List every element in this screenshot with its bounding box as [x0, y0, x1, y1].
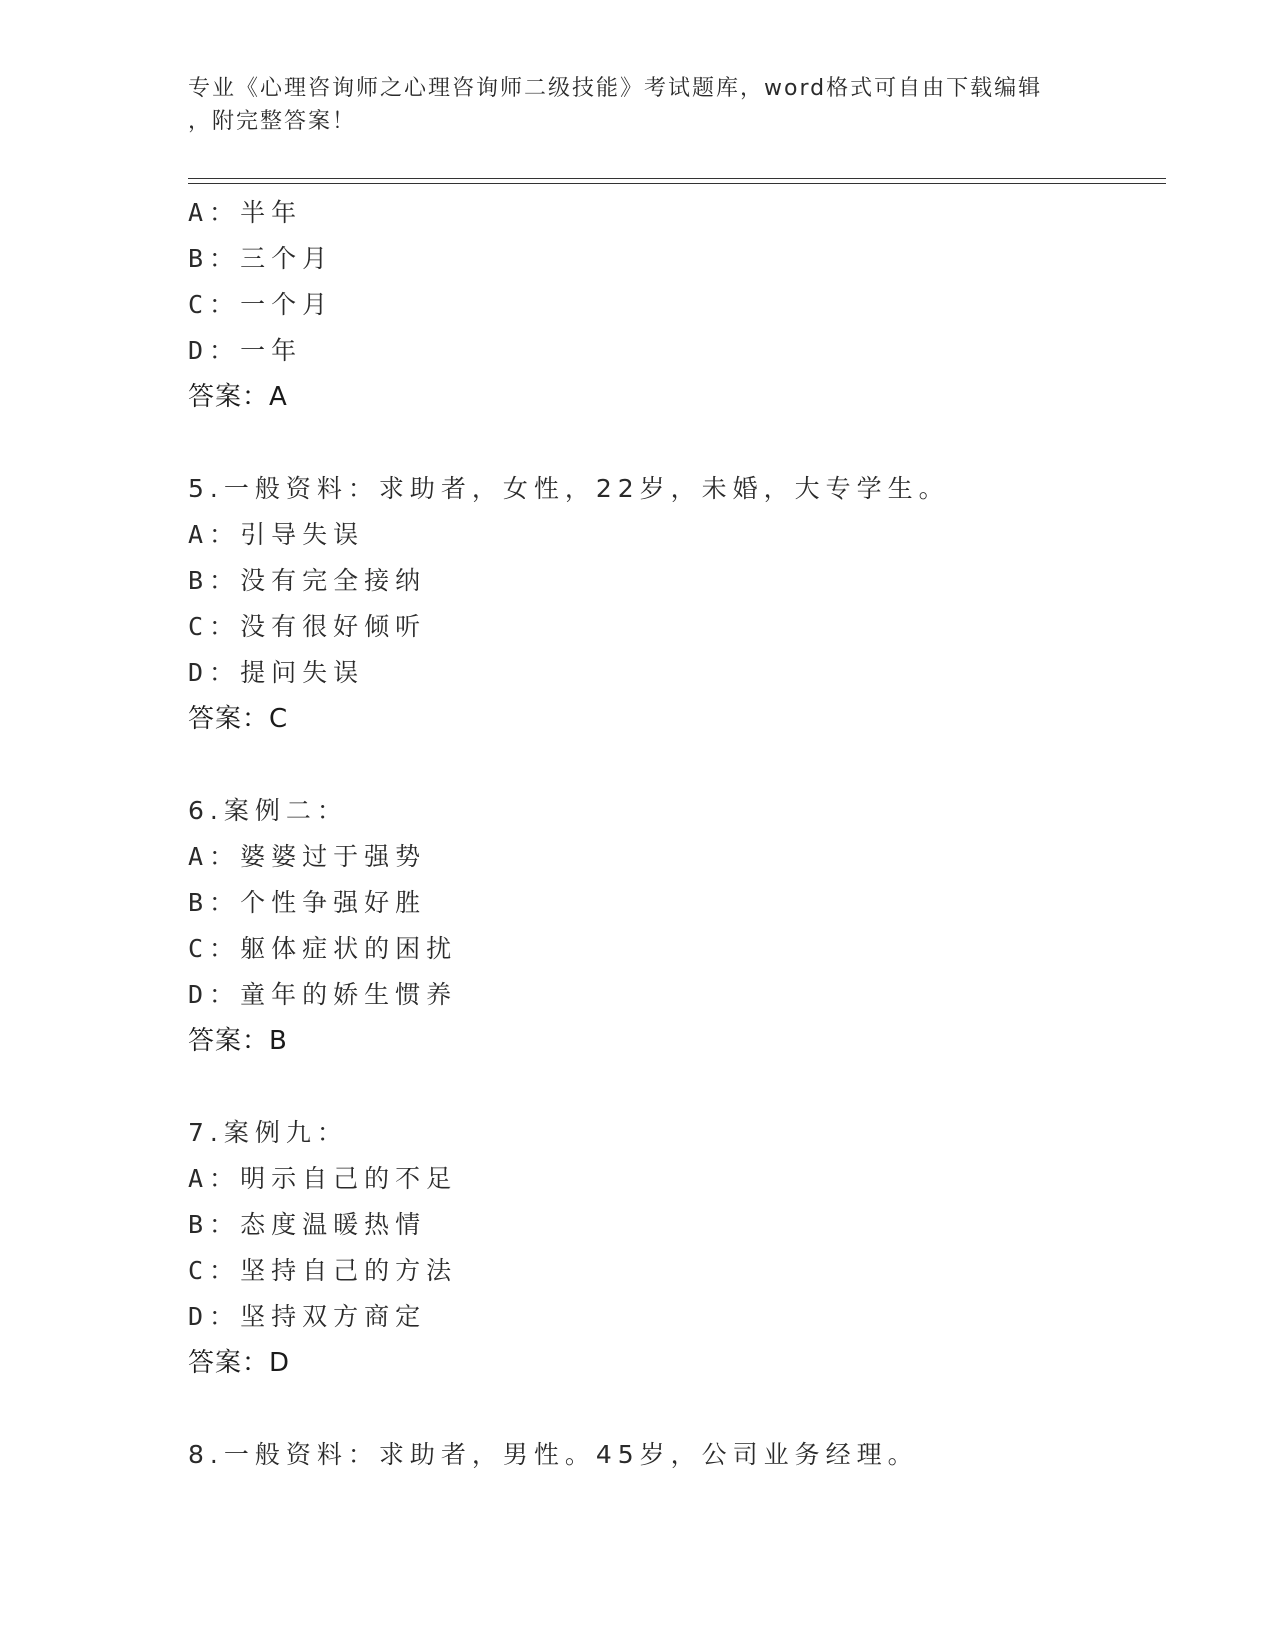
- question-7: [188, 1110, 1168, 1386]
- spacer: [188, 1386, 1168, 1432]
- spacer: [188, 742, 1168, 788]
- question-8: [188, 1432, 1168, 1478]
- option-a: A：引导失误: [188, 520, 365, 549]
- option-a: A：半年: [188, 198, 303, 227]
- answer-label: 答案：D: [188, 1348, 291, 1378]
- answer-label: 答案：B: [188, 1026, 288, 1056]
- question-stem: 7.案例九：: [188, 1118, 348, 1147]
- question-stem: 5.一般资料：求助者，女性，22岁，未婚，大专学生。: [188, 474, 950, 503]
- header-divider-top: [188, 178, 1166, 179]
- spacer: [188, 1064, 1168, 1110]
- option-b: B：三个月: [188, 244, 334, 273]
- answer-label: 答案：C: [188, 704, 289, 734]
- option-d: D：提问失误: [188, 658, 365, 687]
- option-d: D：坚持双方商定: [188, 1302, 427, 1331]
- question-stem: 8.一般资料：求助者，男性。45岁，公司业务经理。: [188, 1440, 919, 1469]
- header-line-2: ，附完整答案！: [188, 109, 357, 134]
- option-c: C：一个月: [188, 290, 334, 319]
- question-stem: 6.案例二：: [188, 796, 348, 825]
- header-line-1: 专业《心理咨询师之心理咨询师二级技能》考试题库，word格式可自由下载编辑: [188, 76, 1043, 101]
- option-b: B：没有完全接纳: [188, 566, 427, 595]
- question-block-continued: [188, 190, 1168, 420]
- option-b: B：态度温暖热情: [188, 1210, 427, 1239]
- question-6: [188, 788, 1168, 1064]
- option-d: D：童年的娇生惯养: [188, 980, 458, 1009]
- option-b: B：个性争强好胜: [188, 888, 427, 917]
- question-list: [188, 190, 1168, 1478]
- option-c: C：躯体症状的困扰: [188, 934, 458, 963]
- option-a: A：婆婆过于强势: [188, 842, 427, 871]
- answer-label: 答案：A: [188, 382, 288, 412]
- question-5: [188, 466, 1168, 742]
- option-c: C：坚持自己的方法: [188, 1256, 458, 1285]
- option-c: C：没有很好倾听: [188, 612, 427, 641]
- option-a: A：明示自己的不足: [188, 1164, 458, 1193]
- document-header: [188, 72, 1088, 138]
- option-d: D：一年: [188, 336, 303, 365]
- spacer: [188, 420, 1168, 466]
- header-divider-bottom: [188, 183, 1166, 184]
